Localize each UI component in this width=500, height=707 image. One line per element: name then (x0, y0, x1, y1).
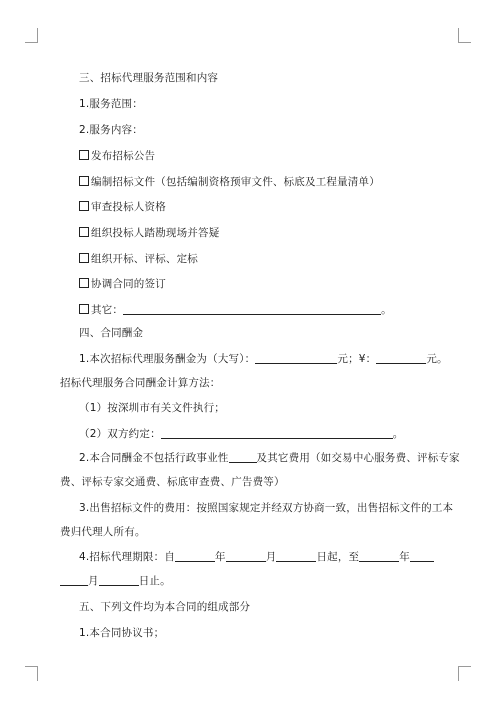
end-month-field[interactable] (60, 575, 88, 586)
tender-doc-fee-line-1: 3.出售招标文件的费用：按照国家规定并经双方协商一致，出售招标文件的工本 (79, 502, 454, 514)
service-content-label: 2.服务内容： (79, 124, 143, 136)
day-end-label: 日止。 (138, 575, 171, 587)
end-year-continued-field[interactable] (410, 551, 434, 562)
agency-period-label: 4.招标代理期限：自 (79, 551, 176, 563)
checkbox-item (79, 277, 166, 291)
month-label: 月 (265, 551, 277, 563)
checkbox-label: 组织开标、评标、定标 (91, 253, 198, 265)
year-label: 年 (399, 551, 410, 563)
checkbox-label: 组织投标人踏勘现场并答疑 (91, 227, 220, 239)
fee-yen-label: 元；¥： (337, 353, 377, 365)
calc-option-2 (79, 427, 403, 441)
month-label: 月 (88, 575, 99, 587)
checkbox-item (79, 149, 155, 163)
section-4-heading: 四、合同酬金 (79, 327, 144, 339)
contract-doc-item-1: 1.本合同协议书； (79, 627, 165, 639)
fee-exclusion-text: 2.本合同酬金不包括行政事业性 (79, 452, 229, 464)
fee-calc-method: 招标代理服务合同酬金计算方法： (60, 377, 221, 389)
checkbox-item-other (79, 303, 392, 317)
start-year-field[interactable] (175, 551, 215, 562)
checkbox-item (79, 200, 166, 214)
section-5-heading: 五、下列文件均为本合同的组成部分 (79, 601, 251, 613)
checkbox[interactable] (79, 201, 89, 211)
checkbox[interactable] (79, 278, 89, 288)
checkbox-label: 其它： (91, 304, 124, 316)
section-3-heading: 三、招标代理服务范围和内容 (79, 72, 219, 84)
checkbox-label: 审查投标人资格 (91, 201, 166, 213)
other-blank-field[interactable] (123, 304, 381, 315)
period: 。 (392, 428, 404, 440)
checkbox[interactable] (79, 304, 89, 314)
crop-mark-bottom-right (458, 666, 471, 681)
agency-period-line-2 (60, 574, 171, 588)
fee-exclusion-line-1 (79, 451, 460, 465)
year-label: 年 (215, 551, 226, 563)
fee-exclusion-field[interactable] (229, 452, 257, 463)
fee-exclusion-text-2: 及其它费用（如交易中心服务费、评标专家 (256, 452, 460, 464)
fee-capital-field[interactable] (255, 353, 337, 364)
checkbox[interactable] (79, 227, 89, 237)
checkbox[interactable] (79, 253, 89, 263)
checkbox-label: 协调合同的签订 (91, 278, 166, 290)
agency-period-line-1 (79, 550, 434, 564)
crop-mark-top-right (458, 28, 471, 43)
start-month-field[interactable] (226, 551, 266, 562)
fee-amount-line (79, 352, 448, 366)
end-day-field[interactable] (99, 575, 139, 586)
crop-mark-bottom-left (25, 666, 38, 681)
day-from-label: 日起，至 (316, 551, 360, 563)
agreed-terms-field[interactable] (161, 428, 393, 439)
checkbox-item (79, 175, 380, 189)
checkbox-item (79, 226, 219, 240)
fee-unit: 元。 (426, 353, 448, 365)
checkbox-item (79, 252, 198, 266)
checkbox-label: 发布招标公告 (91, 150, 156, 162)
fee-number-field[interactable] (376, 353, 426, 364)
calc-option-2-label: （2）双方约定： (79, 428, 161, 440)
calc-option-1: （1）按深圳市有关文件执行； (79, 402, 225, 414)
crop-mark-top-left (25, 28, 38, 43)
service-scope-label: 1.服务范围： (79, 98, 143, 110)
fee-exclusion-line-2: 费、评标专家交通费、标底审查费、广告费等） (60, 476, 285, 488)
period: 。 (381, 304, 392, 316)
start-day-field[interactable] (276, 551, 316, 562)
end-year-field[interactable] (359, 551, 399, 562)
checkbox-label: 编制招标文件（包括编制资格预审文件、标底及工程量清单） (91, 176, 380, 188)
checkbox[interactable] (79, 176, 89, 186)
fee-amount-label: 1.本次招标代理服务酬金为（大写）： (79, 353, 256, 365)
checkbox[interactable] (79, 150, 89, 160)
tender-doc-fee-line-2: 费归代理人所有。 (60, 526, 146, 538)
